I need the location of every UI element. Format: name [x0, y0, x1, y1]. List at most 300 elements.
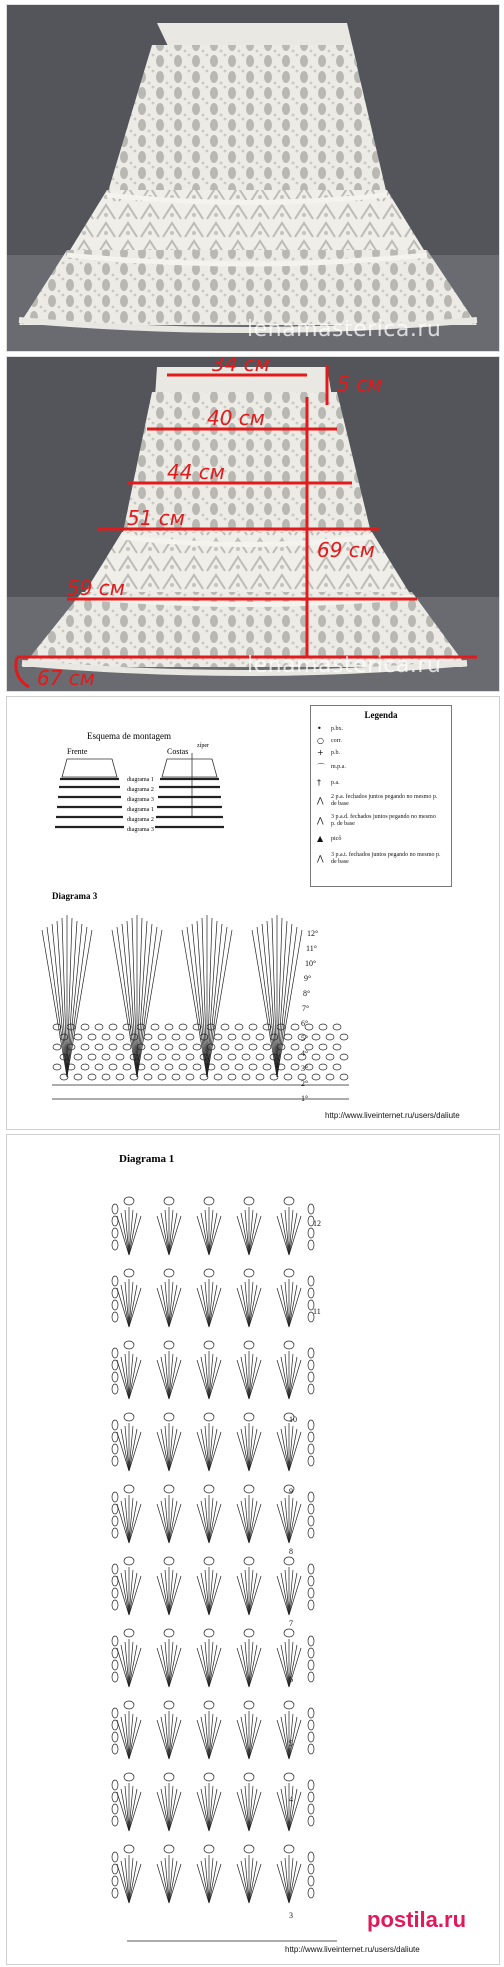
schema-row-2: diagrama 2 — [127, 787, 154, 793]
chain-stitch — [308, 1792, 314, 1802]
chain-stitch — [144, 1074, 152, 1080]
picot-stitch — [204, 1701, 214, 1709]
picot-stitch — [124, 1197, 134, 1205]
legend-item: corr. — [331, 738, 342, 744]
picot-stitch — [124, 1773, 134, 1781]
row-number: 12 — [313, 1219, 321, 1228]
chain-stitch — [340, 1054, 348, 1060]
chain-stitch — [308, 1732, 314, 1742]
chain-stitch — [112, 1456, 118, 1466]
chain-stitch — [308, 1588, 314, 1598]
chain-stitch — [112, 1876, 118, 1886]
picot-stitch — [244, 1485, 254, 1493]
legend-item: picô — [331, 836, 342, 842]
chain-stitch — [308, 1576, 314, 1586]
picot-stitch — [244, 1845, 254, 1853]
picot-stitch — [164, 1341, 174, 1349]
legend-item: p.bx. — [331, 726, 343, 732]
chain-stitch — [88, 1034, 96, 1040]
row-number: 8° — [303, 989, 311, 998]
chain-stitch — [242, 1074, 250, 1080]
chain-stitch — [263, 1044, 271, 1050]
chain-stitch — [308, 1372, 314, 1382]
chain-stitch — [53, 1044, 61, 1050]
chain-symbol-icon: ○ — [317, 736, 324, 745]
chain-stitch — [308, 1600, 314, 1610]
chain-stitch — [193, 1024, 201, 1030]
chain-stitch — [235, 1024, 243, 1030]
chain-stitch — [112, 1216, 118, 1226]
legend-item: 3 p.a.d. fechados juntos pegando no mesmo p. de base — [331, 814, 436, 827]
chain-stitch — [308, 1384, 314, 1394]
chain-stitch — [165, 1064, 173, 1070]
picot-stitch — [124, 1413, 134, 1421]
chain-stitch — [308, 1852, 314, 1862]
back-piece — [155, 753, 224, 827]
chain-stitch — [74, 1074, 82, 1080]
stitch-stroke — [67, 927, 87, 1077]
chain-stitch — [95, 1024, 103, 1030]
chain-stitch — [151, 1024, 159, 1030]
row-number: 3 — [289, 1911, 293, 1920]
chain-stitch — [333, 1024, 341, 1030]
chain-stitch — [186, 1054, 194, 1060]
picot-stitch — [244, 1341, 254, 1349]
chain-stitch — [116, 1054, 124, 1060]
chain-stitch — [123, 1024, 131, 1030]
cluster3t-symbol-icon: ⋀ — [317, 854, 324, 863]
legend-item: 3 p.a.t. fechados juntos pegando no mesmo p. de base — [331, 852, 441, 865]
chain-stitch — [291, 1064, 299, 1070]
legend-item: m.p.a. — [331, 764, 346, 770]
chain-stitch — [112, 1732, 118, 1742]
chain-stitch — [112, 1600, 118, 1610]
chain-stitch — [193, 1044, 201, 1050]
picot-stitch — [164, 1629, 174, 1637]
chain-stitch — [74, 1034, 82, 1040]
chain-stitch — [308, 1708, 314, 1718]
picot-stitch — [204, 1485, 214, 1493]
chain-stitch — [249, 1044, 257, 1050]
chain-stitch — [81, 1044, 89, 1050]
chain-stitch — [112, 1816, 118, 1826]
stitch-stroke — [57, 921, 67, 1077]
cluster2-symbol-icon: ⋀ — [317, 796, 324, 805]
picot-stitch — [284, 1557, 294, 1565]
chain-stitch — [263, 1024, 271, 1030]
stitch-stroke — [47, 927, 67, 1077]
chain-stitch — [291, 1024, 299, 1030]
chain-stitch — [53, 1024, 61, 1030]
picot-stitch — [284, 1773, 294, 1781]
cluster3-symbol-icon: ⋀ — [317, 816, 324, 825]
chain-stitch — [308, 1288, 314, 1298]
hem-label: 67 см — [37, 666, 95, 690]
chain-stitch — [165, 1024, 173, 1030]
schema-row-5: diagrama 2 — [127, 817, 154, 823]
row4-label: 51 см — [127, 506, 185, 530]
chain-stitch — [228, 1034, 236, 1040]
picot-stitch — [124, 1629, 134, 1637]
stitch-stroke — [127, 921, 137, 1077]
chain-stitch — [112, 1492, 118, 1502]
picot-stitch — [244, 1701, 254, 1709]
chain-stitch — [109, 1064, 117, 1070]
row-number: 11° — [306, 944, 317, 953]
stitch-stroke — [187, 927, 207, 1077]
chain-stitch — [95, 1044, 103, 1050]
picot-stitch — [164, 1485, 174, 1493]
chain-stitch — [308, 1564, 314, 1574]
legend-item: 2 p.a. fechados juntos pegando no mesmo p. de base — [331, 794, 438, 807]
picot-stitch — [284, 1269, 294, 1277]
chain-stitch — [291, 1044, 299, 1050]
picot-stitch — [164, 1845, 174, 1853]
front-label: Frente — [67, 747, 88, 756]
picot-stitch — [244, 1269, 254, 1277]
row-number: 4 — [289, 1795, 293, 1804]
chain-stitch — [340, 1034, 348, 1040]
chain-stitch — [179, 1024, 187, 1030]
chain-stitch — [112, 1576, 118, 1586]
row2-label: 40 см — [207, 406, 265, 430]
diagram1-panel — [6, 1134, 500, 1965]
chain-stitch — [179, 1064, 187, 1070]
chain-stitch — [112, 1852, 118, 1862]
chain-stitch — [112, 1240, 118, 1250]
chain-stitch — [308, 1876, 314, 1886]
chain-stitch — [102, 1034, 110, 1040]
chain-stitch — [308, 1504, 314, 1514]
chain-stitch — [308, 1744, 314, 1754]
chain-stitch — [308, 1492, 314, 1502]
row-number: 4° — [301, 1049, 309, 1058]
schema-row-1: diagrama 1 — [127, 777, 154, 783]
picot-stitch — [244, 1413, 254, 1421]
legend-item: p.a. — [331, 780, 340, 786]
row-number: 9° — [304, 974, 312, 983]
picot-symbol-icon: ▲ — [317, 834, 324, 843]
picot-stitch — [164, 1197, 174, 1205]
row-number: 5 — [289, 1739, 293, 1748]
row-number: 3° — [301, 1064, 309, 1073]
diagram3-title: Diagrama 3 — [52, 891, 98, 901]
chain-stitch — [308, 1888, 314, 1898]
back-label: Costas — [167, 747, 189, 756]
chain-stitch — [158, 1054, 166, 1060]
chain-stitch — [88, 1054, 96, 1060]
chain-stitch — [109, 1044, 117, 1050]
chain-stitch — [112, 1360, 118, 1370]
picot-stitch — [124, 1701, 134, 1709]
row3-label: 44 см — [167, 460, 225, 484]
chain-stitch — [326, 1074, 334, 1080]
picot-stitch — [204, 1341, 214, 1349]
chain-stitch — [308, 1636, 314, 1646]
stitch-stroke — [137, 921, 147, 1077]
chain-stitch — [242, 1054, 250, 1060]
chain-stitch — [112, 1504, 118, 1514]
row-number: 12° — [307, 929, 319, 938]
chain-stitch — [340, 1074, 348, 1080]
chain-stitch — [112, 1384, 118, 1394]
chain-stitch — [308, 1348, 314, 1358]
waist-label: 34 см — [212, 357, 270, 376]
picot-stitch — [164, 1773, 174, 1781]
chain-stitch — [112, 1288, 118, 1298]
chain-stitch — [319, 1024, 327, 1030]
chain-stitch — [308, 1432, 314, 1442]
chain-stitch — [112, 1588, 118, 1598]
picot-stitch — [164, 1557, 174, 1565]
skirt-photo-measured — [6, 356, 500, 692]
chain-stitch — [158, 1034, 166, 1040]
skirt-illustration — [7, 5, 499, 351]
chain-stitch — [235, 1064, 243, 1070]
chain-stitch — [263, 1064, 271, 1070]
legend-box — [310, 705, 452, 887]
chain-stitch — [308, 1360, 314, 1370]
chain-stitch — [112, 1204, 118, 1214]
chain-stitch — [112, 1660, 118, 1670]
skirt-photo-1 — [6, 4, 500, 352]
dc-symbol-icon: † — [317, 778, 321, 787]
postila-watermark: postila.ru — [367, 1907, 467, 1932]
stitch-stroke — [257, 927, 277, 1077]
chain-stitch — [256, 1054, 264, 1060]
chain-stitch — [112, 1516, 118, 1526]
stitch-stroke — [117, 927, 137, 1077]
watermark: lenamasterica.ru — [247, 653, 442, 678]
dot-symbol-icon: • — [317, 724, 322, 733]
legend-item: p.b. — [331, 750, 340, 756]
chain-stitch — [186, 1034, 194, 1040]
chain-stitch — [112, 1312, 118, 1322]
row-number: 7 — [289, 1619, 293, 1628]
chain-stitch — [151, 1044, 159, 1050]
chain-stitch — [112, 1528, 118, 1538]
chain-stitch — [214, 1074, 222, 1080]
chain-stitch — [109, 1024, 117, 1030]
chain-stitch — [308, 1864, 314, 1874]
chain-stitch — [308, 1516, 314, 1526]
chain-stitch — [242, 1034, 250, 1040]
chain-stitch — [112, 1372, 118, 1382]
chain-stitch — [112, 1792, 118, 1802]
schema-title: Esquema de montagem — [87, 731, 171, 741]
row-number: 8 — [289, 1547, 293, 1556]
picot-stitch — [284, 1701, 294, 1709]
chain-stitch — [112, 1636, 118, 1646]
chain-stitch — [308, 1528, 314, 1538]
chain-stitch — [158, 1074, 166, 1080]
row-number: 11 — [313, 1307, 321, 1316]
row-number: 6° — [301, 1019, 309, 1028]
chain-stitch — [228, 1054, 236, 1060]
picot-stitch — [284, 1197, 294, 1205]
chain-stitch — [88, 1074, 96, 1080]
picot-stitch — [204, 1269, 214, 1277]
chain-stitch — [172, 1034, 180, 1040]
stitch-stroke — [67, 921, 77, 1077]
chain-stitch — [112, 1744, 118, 1754]
picot-stitch — [124, 1269, 134, 1277]
chain-stitch — [193, 1064, 201, 1070]
chain-stitch — [144, 1034, 152, 1040]
chain-stitch — [116, 1034, 124, 1040]
crochet-schema-panel — [6, 696, 500, 1130]
picot-stitch — [124, 1341, 134, 1349]
chain-stitch — [284, 1034, 292, 1040]
picot-stitch — [284, 1629, 294, 1637]
row-number: 10° — [305, 959, 317, 968]
front-piece — [55, 759, 124, 827]
measurement-labels — [7, 357, 499, 691]
schema-row-labels — [127, 775, 154, 835]
waistband-label: 5 см — [337, 372, 383, 396]
chain-stitch — [256, 1074, 264, 1080]
chain-stitch — [308, 1672, 314, 1682]
row-number: 5° — [301, 1034, 309, 1043]
chain-stitch — [308, 1804, 314, 1814]
chain-stitch — [221, 1024, 229, 1030]
row-number: 10 — [289, 1415, 297, 1424]
diagram3-source-link[interactable]: http://www.liveinternet.ru/users/daliute — [325, 1111, 460, 1120]
row-number: 7° — [302, 1004, 310, 1013]
chain-stitch — [326, 1054, 334, 1060]
chain-stitch — [214, 1034, 222, 1040]
chain-stitch — [221, 1044, 229, 1050]
picot-stitch — [244, 1773, 254, 1781]
chain-stitch — [179, 1044, 187, 1050]
stitch-stroke — [277, 927, 297, 1077]
chain-stitch — [333, 1044, 341, 1050]
chain-stitch — [186, 1074, 194, 1080]
stitch-stroke — [207, 927, 227, 1077]
chain-stitch — [112, 1864, 118, 1874]
chain-stitch — [326, 1034, 334, 1040]
length-label: 69 см — [317, 538, 375, 562]
chain-stitch — [53, 1064, 61, 1070]
chain-stitch — [312, 1054, 320, 1060]
stitch-stroke — [207, 921, 217, 1077]
chain-stitch — [249, 1064, 257, 1070]
watermark: lenamasterica.ru — [247, 317, 442, 342]
chain-stitch — [308, 1648, 314, 1658]
chain-stitch — [112, 1672, 118, 1682]
chain-stitch — [112, 1804, 118, 1814]
chain-stitch — [319, 1044, 327, 1050]
chain-stitch — [112, 1648, 118, 1658]
chain-stitch — [308, 1660, 314, 1670]
diagram1-title: Diagrama 1 — [119, 1153, 175, 1165]
chain-stitch — [151, 1064, 159, 1070]
chain-stitch — [284, 1074, 292, 1080]
chain-stitch — [112, 1444, 118, 1454]
diagram1-chart — [7, 1135, 499, 1964]
chain-stitch — [112, 1780, 118, 1790]
arc-symbol-icon: ⌒ — [317, 763, 325, 772]
chain-stitch — [333, 1064, 341, 1070]
picot-stitch — [124, 1557, 134, 1565]
chain-stitch — [172, 1074, 180, 1080]
chain-stitch — [112, 1432, 118, 1442]
legend-title: Legenda — [364, 710, 398, 720]
stitch-stroke — [277, 921, 287, 1077]
chain-stitch — [112, 1564, 118, 1574]
stitch-stroke — [137, 927, 157, 1077]
row-number: 2° — [301, 1079, 309, 1088]
picot-stitch — [244, 1197, 254, 1205]
chain-stitch — [308, 1444, 314, 1454]
chain-stitch — [308, 1456, 314, 1466]
chain-stitch — [165, 1044, 173, 1050]
chain-stitch — [102, 1054, 110, 1060]
chain-stitch — [235, 1044, 243, 1050]
chain-stitch — [123, 1064, 131, 1070]
zipper-label: zíper — [197, 743, 209, 749]
chain-stitch — [312, 1074, 320, 1080]
chain-stitch — [112, 1420, 118, 1430]
picot-stitch — [204, 1845, 214, 1853]
picot-stitch — [204, 1773, 214, 1781]
diagram1-source-link[interactable]: http://www.liveinternet.ru/users/daliute — [285, 1945, 420, 1954]
picot-stitch — [284, 1341, 294, 1349]
chain-stitch — [228, 1074, 236, 1080]
chain-stitch — [308, 1228, 314, 1238]
picot-stitch — [164, 1413, 174, 1421]
schema-row-6: diagrama 3 — [127, 827, 154, 833]
chain-stitch — [112, 1228, 118, 1238]
chain-stitch — [214, 1054, 222, 1060]
picot-stitch — [124, 1485, 134, 1493]
chain-stitch — [112, 1888, 118, 1898]
row-number: 9 — [289, 1487, 293, 1496]
chain-stitch — [81, 1024, 89, 1030]
chain-stitch — [308, 1780, 314, 1790]
chain-stitch — [144, 1054, 152, 1060]
chain-stitch — [249, 1024, 257, 1030]
chain-stitch — [308, 1720, 314, 1730]
chain-stitch — [308, 1276, 314, 1286]
schema-row-4: diagrama 1 — [127, 807, 154, 813]
schema-row-3: diagrama 3 — [127, 797, 154, 803]
chain-stitch — [112, 1276, 118, 1286]
chain-stitch — [284, 1054, 292, 1060]
chain-stitch — [312, 1034, 320, 1040]
picot-stitch — [204, 1629, 214, 1637]
chain-stitch — [112, 1720, 118, 1730]
chain-stitch — [81, 1064, 89, 1070]
chain-stitch — [123, 1044, 131, 1050]
row-number: 6 — [289, 1675, 293, 1684]
chain-stitch — [308, 1816, 314, 1826]
picot-stitch — [284, 1845, 294, 1853]
chain-stitch — [308, 1240, 314, 1250]
chain-stitch — [319, 1064, 327, 1070]
picot-stitch — [204, 1557, 214, 1565]
row5-label: 59 см — [67, 576, 125, 600]
picot-stitch — [204, 1413, 214, 1421]
chain-stitch — [112, 1300, 118, 1310]
chain-stitch — [102, 1074, 110, 1080]
stitch-stroke — [197, 921, 207, 1077]
chain-stitch — [308, 1204, 314, 1214]
chain-stitch — [116, 1074, 124, 1080]
picot-stitch — [244, 1557, 254, 1565]
chain-stitch — [112, 1348, 118, 1358]
chain-stitch — [74, 1054, 82, 1060]
